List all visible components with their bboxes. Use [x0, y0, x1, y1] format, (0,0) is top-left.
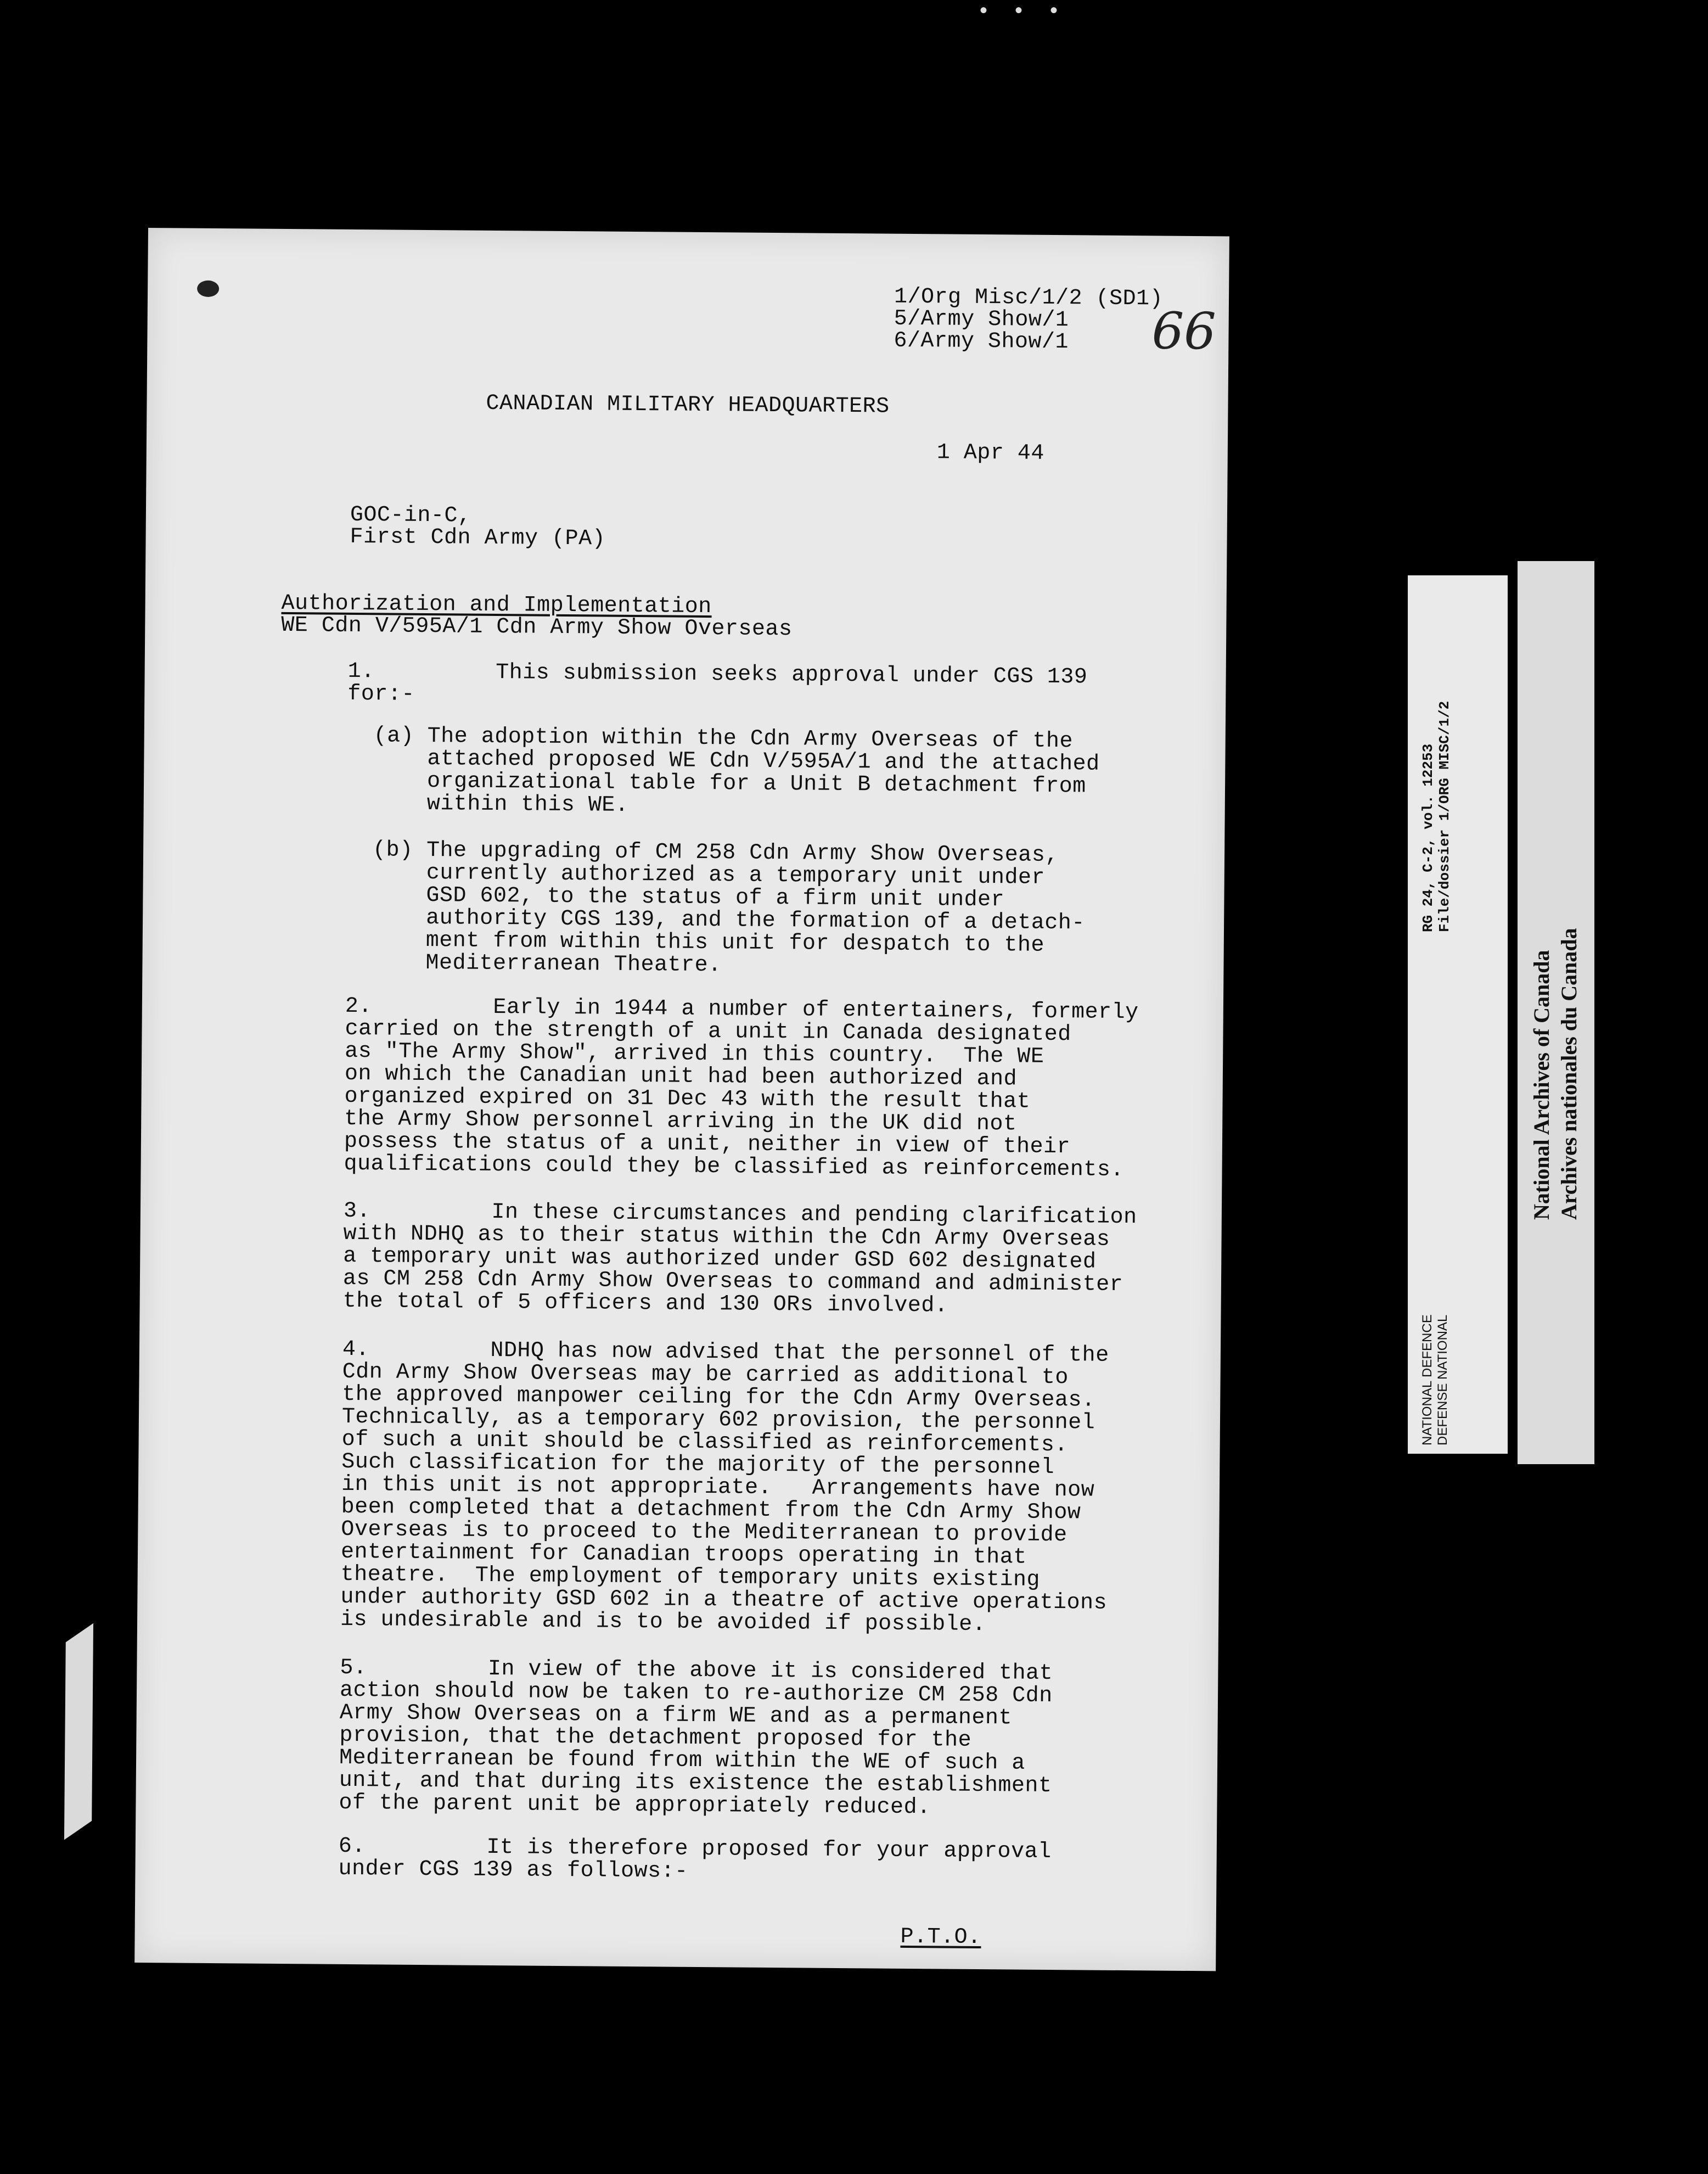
ink-stain — [197, 281, 219, 297]
dept-line-2: DEFENSE NATIONAL — [1435, 1314, 1450, 1445]
subject-line-2: WE Cdn V/595A/1 Cdn Army Show Overseas — [281, 613, 793, 642]
paragraph-1a: (a) The adoption within the Cdn Army Overseas of the attached proposed WE Cdn V/595A/1 and the attached organizational table for a Unit B detachment from within this WE. — [373, 724, 1100, 818]
archive-ref-line-2: File/dossier 1/ORG MISC/1/2 — [1436, 701, 1453, 932]
paragraph-1: 1. This submission seeks approval under CGS 139 for:- — [347, 659, 1088, 707]
file-ref-2: 5/Army Show/1 — [894, 306, 1069, 333]
dept-line-1: NATIONAL DEFENCE — [1420, 1314, 1435, 1445]
film-perforation-marks: • • • — [977, 0, 1065, 25]
paragraph-1b: (b) The upgrading of CM 258 Cdn Army Show Overseas, currently authorized as a temporary unit under GSD 602, to the status of a firm unit under authority CGS 139, and the formation of a detach- ment from within this unit for despatch to the Mediterranean Theatre. — [372, 838, 1085, 978]
file-ref-1: 1/Org Misc/1/2 (SD1) — [894, 284, 1164, 312]
paragraph-4: 4. NDHQ has now advised that the personnel of the Cdn Army Show Overseas may be carried as additional to the approved manpower ceiling for the Cdn Army Overseas. Technically, as a temporary 602 provision, the personnel of such a unit should be classified as reinforcements. Such classification for the majority of the personnel in this unit is not appropriate. Arrangements have now been completed that a detachment from the Cdn Army Show Overseas is to proceed to the Mediterranean to provide entertainment for Canadian troops operating in that theatre. The employment of temporary units existing under authority GSD 602 in a theatre of active operations is undesirable and is to be avoided if possible. — [340, 1337, 1109, 1638]
paragraph-5: 5. In view of the above it is considered that action should now be taken to re-authorize CM 258 Cdn Army Show Overseas on a firm WE and as a permanent provision, that the detachment proposed for the Mediterranean be found from within the WE of such a unit, and that during its existence the establishment of the parent unit be appropriately reduced. — [339, 1655, 1053, 1820]
archives-canada-label — [1518, 561, 1594, 1464]
letterhead: CANADIAN MILITARY HEADQUARTERS — [486, 391, 890, 419]
letter-date: 1 Apr 44 — [936, 440, 1045, 466]
paper-tab — [64, 1623, 93, 1840]
archives-name-fr: Archives nationales du Canada — [1557, 928, 1581, 1220]
archives-name-en: National Archives of Canada — [1529, 950, 1554, 1220]
paragraph-3: 3. In these circumstances and pending clarification with NDHQ as to their status within the Cdn Army Overseas a temporary unit was authorized under GSD 602 designated as CM 258 Cdn Army Show Overseas to command and administer the total of 5 officers and 130 ORs involved. — [342, 1198, 1137, 1319]
document-page — [134, 228, 1229, 1971]
subject-line-1: Authorization and Implementation — [281, 591, 712, 620]
archive-ref-line-1: RG 24, C-2, vol. 12253 — [1420, 743, 1436, 932]
addressee-line-2: First Cdn Army (PA) — [350, 524, 606, 552]
archive-reference-label — [1408, 575, 1508, 1454]
paragraph-6: 6. It is therefore proposed for your approval under CGS 139 as follows:- — [338, 1834, 1052, 1884]
addressee-line-1: GOC-in-C, — [350, 502, 471, 529]
paragraph-2: 2. Early in 1944 a number of entertainers, formerly carried on the strength of a unit in Canada designated as "The Army Show", arrived in this country. The WE on which the Canadian unit had been authorized and organized expired on 31 Dec 43 with the result that the Army Show personnel arriving in the UK did not possess the status of a unit, neither in view of their qualifications could they be classified as reinforcements. — [344, 994, 1139, 1183]
file-ref-3: 6/Army Show/1 — [894, 328, 1069, 355]
folio-number: 66 — [1151, 301, 1217, 361]
pto-mark: P.T.O. — [900, 1924, 981, 1951]
